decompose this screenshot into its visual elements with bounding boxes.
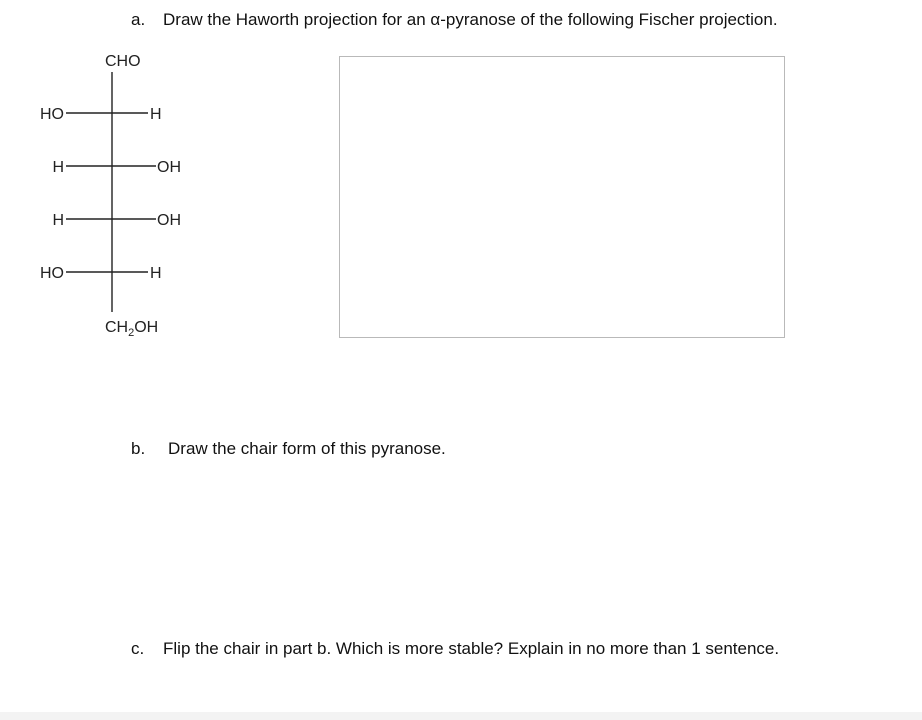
answer-box[interactable] [339, 56, 785, 338]
question-b [131, 439, 446, 459]
fischer-bottom-group [105, 319, 158, 339]
fischer-row-2-right: OH [157, 159, 181, 176]
fischer-projection [0, 0, 260, 360]
fischer-top-group: CHO [105, 53, 141, 70]
fischer-row-1-right: H [150, 106, 162, 123]
question-c-letter: c. [131, 639, 145, 658]
question-a-text: Draw the Haworth projection for an α-pyranose of the following Fischer projection. [163, 10, 778, 29]
page-bottom-edge [0, 712, 922, 720]
fischer-row-4-left: HO [40, 265, 64, 282]
question-c-text: Flip the chair in part b. Which is more stable? Explain in no more than 1 sentence. [163, 639, 780, 658]
fischer-row-4-right: H [150, 265, 162, 282]
fischer-row-3-left: H [52, 212, 64, 229]
question-b-text: Draw the chair form of this pyranose. [168, 439, 446, 458]
question-c [131, 639, 779, 659]
question-b-letter: b. [131, 439, 146, 458]
fischer-row-1-left: HO [40, 106, 64, 123]
fischer-row-2-left: H [52, 159, 64, 176]
fischer-bottom-oh: OH [134, 319, 159, 336]
fischer-row-3-right: OH [157, 212, 181, 229]
question-a-letter: a. [131, 10, 146, 29]
fischer-bottom-ch: CH [105, 319, 129, 336]
fischer-bottom-subscript: 2 [128, 327, 135, 339]
